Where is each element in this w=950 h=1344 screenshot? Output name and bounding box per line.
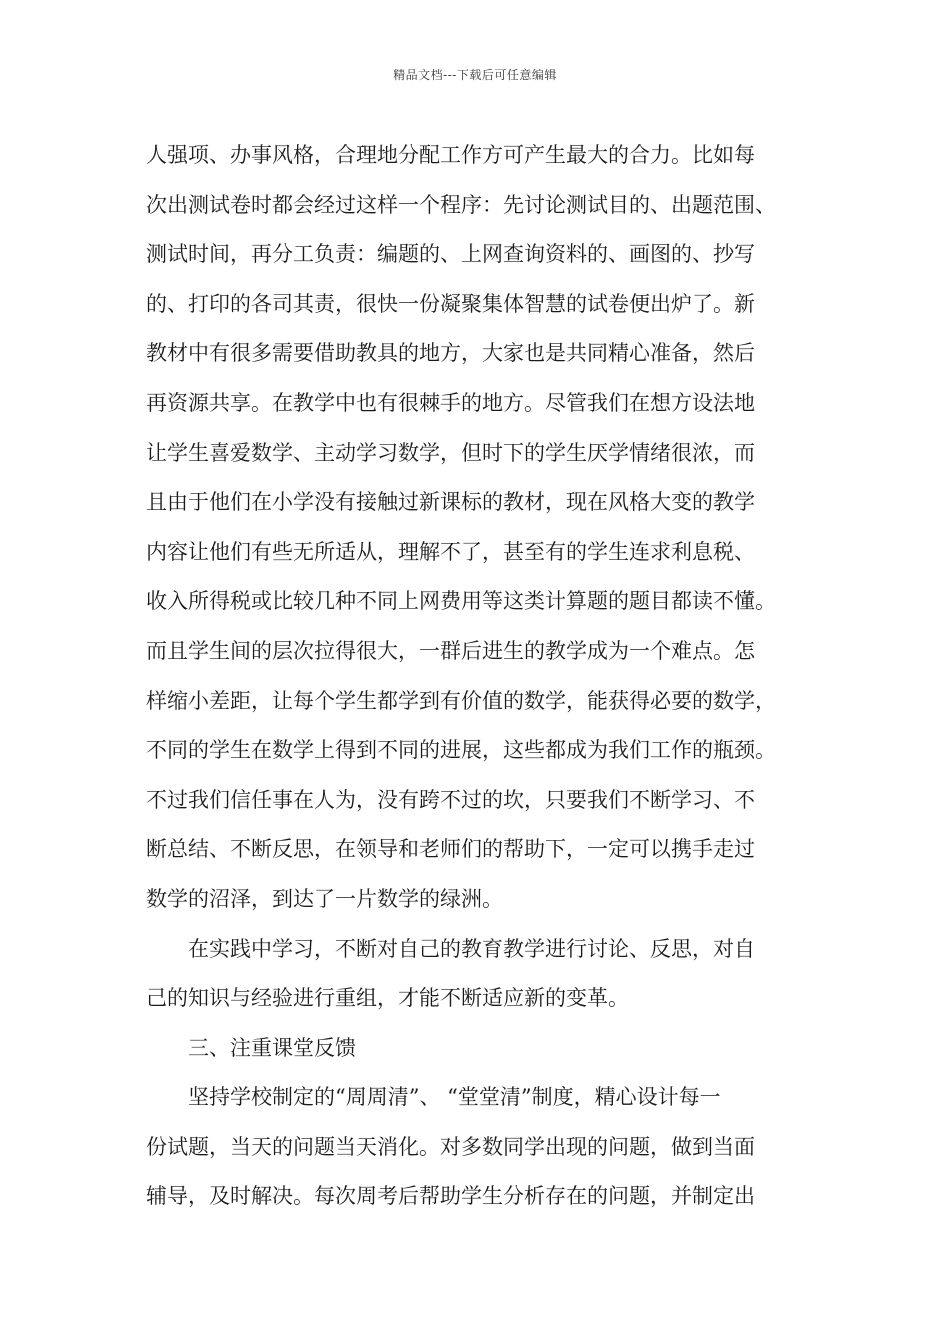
text-line: 份试题，当天的问题当天消化。对多数同学出现的问题，做到当面 xyxy=(146,1134,755,1159)
text-line: 测试时间，再分工负责：编题的、上网查询资料的、画图的、抄写 xyxy=(146,242,755,267)
text-line: 人强项、办事风格，合理地分配工作方可产生最大的合力。比如每 xyxy=(146,143,755,167)
text-line: 教材中有很多需要借助教具的地方，大家也是共同精心准备，然后 xyxy=(146,341,755,366)
page-header: 精品文档---下载后可任意编辑 xyxy=(393,68,557,82)
text-line: 次出测试卷时都会经过这样一个程序：先讨论测试目的、出题范围、 xyxy=(146,192,776,217)
text-line: 样缩小差距，让每个学生都学到有价值的数学，能获得必要的数学， xyxy=(146,688,776,713)
text-line: 不过我们信任事在人为，没有跨不过的坎，只要我们不断学习、不 xyxy=(146,787,755,812)
text-line: 断总结、不断反思，在领导和老师们的帮助下，一定可以携手走过 xyxy=(146,837,755,862)
section-heading: 三、注重课堂反馈 xyxy=(188,1035,356,1060)
text-line: 辅导，及时解决。每次周考后帮助学生分析存在的问题，并制定出 xyxy=(146,1184,755,1209)
text-line: 且由于他们在小学没有接触过新课标的教材，现在风格大变的教学 xyxy=(146,490,755,515)
text-line: 的、打印的各司其责，很快一份凝聚集体智慧的试卷便出炉了。新 xyxy=(146,291,755,316)
text-line: 内容让他们有些无所适从，理解不了，甚至有的学生连求利息税、 xyxy=(146,539,755,564)
text-line: 数学的沼泽，到达了一片数学的绿洲。 xyxy=(146,886,503,911)
paragraph-start-line: 坚持学校制定的“周周清”、 “堂堂清”制度，精心设计每一 xyxy=(188,1085,721,1110)
text-line: 己的知识与经验进行重组，才能不断适应新的变革。 xyxy=(146,986,629,1011)
text-line: 再资源共享。在教学中也有很棘手的地方。尽管我们在想方设法地 xyxy=(146,390,755,415)
paragraph-start-line: 在实践中学习，不断对自己的教育教学进行讨论、反思，对自 xyxy=(188,936,755,961)
text-line: 而且学生间的层次拉得很大，一群后进生的教学成为一个难点。怎 xyxy=(146,638,755,663)
text-line: 不同的学生在数学上得到不同的进展，这些都成为我们工作的瓶颈。 xyxy=(146,738,776,763)
text-line: 收入所得税或比较几种不同上网费用等这类计算题的题目都读不懂。 xyxy=(146,589,776,614)
body-text xyxy=(146,131,818,1222)
text-line: 让学生喜爱数学、主动学习数学，但时下的学生厌学情绪很浓，而 xyxy=(146,440,755,465)
